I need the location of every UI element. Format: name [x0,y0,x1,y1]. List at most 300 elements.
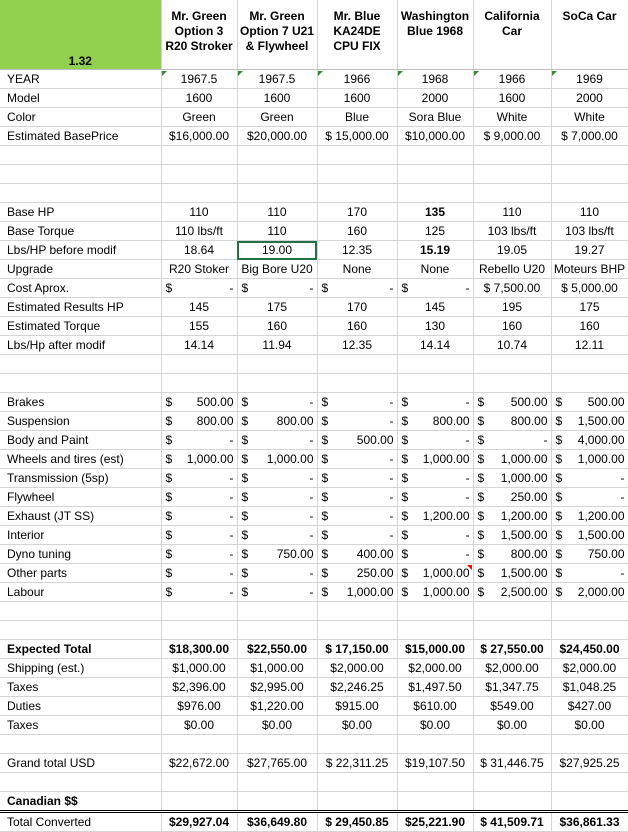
data-cell[interactable]: $0.00 [551,716,628,735]
data-cell[interactable] [551,545,628,564]
data-cell[interactable] [237,393,317,412]
data-cell[interactable]: $ 29,450.85 [317,812,397,832]
empty-cell[interactable] [473,184,551,203]
empty-cell[interactable] [551,146,628,165]
data-cell[interactable]: 155 [161,317,237,336]
data-cell[interactable] [237,279,317,298]
data-cell[interactable] [317,545,397,564]
data-cell[interactable] [161,545,237,564]
data-cell[interactable]: 175 [237,298,317,317]
empty-cell[interactable] [161,602,237,621]
empty-cell[interactable] [237,602,317,621]
data-cell[interactable] [551,412,628,431]
data-cell[interactable]: Rebello U20 [473,260,551,279]
data-cell[interactable] [397,431,473,450]
column-header[interactable]: Washington Blue 1968 [397,0,473,70]
data-cell[interactable] [317,431,397,450]
data-cell[interactable]: $ 15,000.00 [317,127,397,146]
data-cell[interactable]: 175 [551,298,628,317]
data-cell[interactable] [551,564,628,583]
empty-cell[interactable] [161,773,237,792]
data-cell[interactable] [317,488,397,507]
empty-cell[interactable] [0,165,161,184]
empty-cell[interactable] [397,355,473,374]
data-cell[interactable] [161,488,237,507]
empty-cell[interactable] [317,355,397,374]
data-cell[interactable]: None [317,260,397,279]
data-cell[interactable]: 12.11 [551,336,628,355]
data-cell[interactable]: $2,000.00 [397,659,473,678]
row-label[interactable]: Base Torque [0,222,161,241]
data-cell[interactable]: 160 [317,222,397,241]
data-cell[interactable]: $2,995.00 [237,678,317,697]
data-cell[interactable] [161,279,237,298]
data-cell[interactable]: 2000 [397,89,473,108]
data-cell[interactable]: $1,497.50 [397,678,473,697]
data-cell[interactable] [397,412,473,431]
empty-cell[interactable] [317,165,397,184]
data-cell[interactable] [317,450,397,469]
row-label[interactable]: Estimated BasePrice [0,127,161,146]
row-label[interactable]: Exhaust (JT SS) [0,507,161,526]
empty-cell[interactable] [551,355,628,374]
data-cell[interactable]: 12.35 [317,241,397,260]
data-cell[interactable]: 2000 [551,89,628,108]
empty-cell[interactable] [473,735,551,754]
data-cell[interactable]: $ 41,509.71 [473,812,551,832]
data-cell[interactable] [473,545,551,564]
data-cell[interactable]: $2,000.00 [473,659,551,678]
data-cell[interactable]: 160 [237,317,317,336]
empty-cell[interactable] [317,602,397,621]
row-label[interactable]: Model [0,89,161,108]
data-cell[interactable]: $ 5,000.00 [551,279,628,298]
empty-cell[interactable] [0,773,161,792]
row-label[interactable]: Taxes [0,678,161,697]
empty-cell[interactable] [473,602,551,621]
selected-cell[interactable]: 19.00 [237,241,317,260]
empty-cell[interactable] [551,621,628,640]
empty-cell[interactable] [551,184,628,203]
data-cell[interactable] [317,279,397,298]
data-cell[interactable]: $915.00 [317,697,397,716]
data-cell[interactable]: $ 7,500.00 [473,279,551,298]
row-label[interactable]: Duties [0,697,161,716]
comment-indicator-icon[interactable] [467,565,472,570]
data-cell[interactable]: $15,000.00 [397,640,473,659]
data-cell[interactable] [397,526,473,545]
row-label[interactable]: Grand total USD [0,754,161,773]
data-cell[interactable] [473,507,551,526]
empty-cell[interactable] [161,374,237,393]
data-cell[interactable]: $19,107.50 [397,754,473,773]
empty-cell[interactable] [473,792,551,812]
row-label[interactable]: Taxes [0,716,161,735]
data-cell[interactable]: 1600 [237,89,317,108]
column-header[interactable]: Mr. Green Option 7 U21 & Flywheel [237,0,317,70]
empty-cell[interactable] [317,792,397,812]
data-cell[interactable]: $36,861.33 [551,812,628,832]
empty-cell[interactable] [237,773,317,792]
row-label[interactable]: Interior [0,526,161,545]
row-label[interactable]: Upgrade [0,260,161,279]
data-cell[interactable] [161,431,237,450]
empty-cell[interactable] [397,146,473,165]
empty-cell[interactable] [397,792,473,812]
data-cell[interactable]: $1,347.75 [473,678,551,697]
data-cell[interactable]: 15.19 [397,241,473,260]
data-cell[interactable]: 14.14 [161,336,237,355]
data-cell[interactable]: 110 lbs/ft [161,222,237,241]
data-cell[interactable] [237,526,317,545]
data-cell[interactable] [237,469,317,488]
empty-cell[interactable] [0,355,161,374]
row-label[interactable]: Transmission (5sp) [0,469,161,488]
table-row [0,393,628,412]
data-cell[interactable] [473,450,551,469]
data-cell[interactable] [161,507,237,526]
data-cell[interactable]: 1968 [397,70,473,89]
row-label[interactable]: Estimated Torque [0,317,161,336]
data-cell[interactable] [317,412,397,431]
data-cell[interactable] [161,393,237,412]
data-cell[interactable] [473,393,551,412]
data-cell[interactable]: $ 31,446.75 [473,754,551,773]
data-cell[interactable] [317,469,397,488]
empty-cell[interactable] [161,146,237,165]
data-cell[interactable]: 1600 [473,89,551,108]
data-cell[interactable]: 135 [397,203,473,222]
data-cell[interactable]: 1967.5 [161,70,237,89]
empty-cell[interactable] [237,792,317,812]
data-cell[interactable]: $2,396.00 [161,678,237,697]
data-cell[interactable] [397,507,473,526]
data-cell[interactable]: $0.00 [397,716,473,735]
data-cell[interactable]: $20,000.00 [237,127,317,146]
data-cell[interactable]: None [397,260,473,279]
accounting-value [400,527,471,544]
data-cell[interactable]: $ 7,000.00 [551,127,628,146]
data-cell[interactable]: $1,000.00 [237,659,317,678]
row-label[interactable]: Shipping (est.) [0,659,161,678]
data-cell[interactable]: $2,246.25 [317,678,397,697]
empty-cell[interactable] [317,773,397,792]
data-cell[interactable] [551,431,628,450]
empty-cell[interactable] [317,374,397,393]
error-indicator-icon [238,71,243,76]
empty-cell[interactable] [397,374,473,393]
data-cell[interactable]: 103 lbs/ft [551,222,628,241]
data-cell[interactable] [237,488,317,507]
data-cell[interactable]: 170 [317,203,397,222]
column-header[interactable]: Mr. Green Option 3 R20 Stroker [161,0,237,70]
data-cell[interactable] [551,488,628,507]
row-label[interactable]: Suspension [0,412,161,431]
row-label[interactable]: Lbs/Hp after modif [0,336,161,355]
data-cell[interactable] [551,507,628,526]
row-label[interactable]: Labour [0,583,161,602]
column-header[interactable]: California Car [473,0,551,70]
empty-cell[interactable] [317,184,397,203]
data-cell[interactable]: 110 [551,203,628,222]
empty-cell[interactable] [317,735,397,754]
accounting-value [164,527,235,544]
data-cell[interactable]: Green [237,108,317,127]
table-row [0,583,628,602]
empty-cell[interactable] [317,621,397,640]
data-cell[interactable]: 1966 [317,70,397,89]
data-cell[interactable] [397,583,473,602]
data-cell[interactable] [551,526,628,545]
empty-cell[interactable] [551,735,628,754]
data-cell[interactable]: 1600 [317,89,397,108]
data-cell[interactable] [237,412,317,431]
empty-cell[interactable] [0,146,161,165]
empty-cell[interactable] [237,735,317,754]
empty-cell[interactable] [317,146,397,165]
data-cell[interactable]: 14.14 [397,336,473,355]
data-cell[interactable]: 12.35 [317,336,397,355]
data-cell[interactable]: White [551,108,628,127]
row-label[interactable]: Expected Total [0,640,161,659]
data-cell[interactable]: $427.00 [551,697,628,716]
data-cell[interactable] [161,526,237,545]
empty-cell[interactable] [161,621,237,640]
data-cell[interactable]: Blue [317,108,397,127]
amount: - [620,565,625,580]
data-cell[interactable] [473,564,551,583]
data-cell[interactable] [161,412,237,431]
row-label[interactable]: Lbs/HP before modif [0,241,161,260]
empty-cell[interactable] [0,621,161,640]
data-cell[interactable]: $18,300.00 [161,640,237,659]
row-label[interactable]: Body and Paint [0,431,161,450]
data-cell[interactable] [473,488,551,507]
empty-cell[interactable] [161,165,237,184]
data-cell[interactable] [161,583,237,602]
data-cell[interactable] [397,450,473,469]
data-cell[interactable]: Big Bore U20 [237,260,317,279]
data-cell[interactable] [397,279,473,298]
data-cell[interactable] [551,450,628,469]
empty-cell[interactable] [551,792,628,812]
data-cell[interactable]: $25,221.90 [397,812,473,832]
empty-cell[interactable] [397,735,473,754]
data-cell[interactable] [161,469,237,488]
data-cell[interactable]: $0.00 [161,716,237,735]
empty-cell[interactable] [551,602,628,621]
empty-cell[interactable] [551,374,628,393]
data-cell[interactable]: $16,000.00 [161,127,237,146]
empty-cell[interactable] [473,773,551,792]
data-cell[interactable] [551,583,628,602]
empty-cell[interactable] [551,165,628,184]
data-cell[interactable]: 130 [397,317,473,336]
data-cell[interactable]: 18.64 [161,241,237,260]
data-cell[interactable] [317,393,397,412]
empty-cell[interactable] [473,621,551,640]
column-header[interactable]: Mr. Blue KA24DE CPU FIX [317,0,397,70]
data-cell[interactable]: 1967.5 [237,70,317,89]
data-cell[interactable] [237,583,317,602]
empty-cell[interactable] [397,184,473,203]
data-cell[interactable]: $0.00 [317,716,397,735]
row-label[interactable]: Estimated Results HP [0,298,161,317]
data-cell[interactable]: 10.74 [473,336,551,355]
data-cell[interactable]: $549.00 [473,697,551,716]
empty-cell[interactable] [473,165,551,184]
data-cell[interactable] [551,469,628,488]
data-cell[interactable]: $ 9,000.00 [473,127,551,146]
data-cell[interactable]: Green [161,108,237,127]
data-cell[interactable]: $1,048.25 [551,678,628,697]
empty-cell[interactable] [397,165,473,184]
data-cell[interactable]: 160 [317,317,397,336]
currency-symbol: $ [555,394,563,409]
data-cell[interactable] [317,564,397,583]
empty-cell[interactable] [0,602,161,621]
empty-cell[interactable] [161,184,237,203]
data-cell[interactable]: $36,649.80 [237,812,317,832]
data-cell[interactable]: Moteurs BHP [551,260,628,279]
data-cell[interactable]: $29,927.04 [161,812,237,832]
empty-cell[interactable] [473,146,551,165]
data-cell[interactable]: 145 [397,298,473,317]
table-row [0,507,628,526]
data-cell[interactable]: $610.00 [397,697,473,716]
empty-cell[interactable] [397,602,473,621]
data-cell[interactable]: $22,672.00 [161,754,237,773]
data-cell[interactable] [237,450,317,469]
data-cell[interactable]: $1,220.00 [237,697,317,716]
data-cell[interactable]: 19.05 [473,241,551,260]
row-label[interactable]: Color [0,108,161,127]
data-cell[interactable] [397,469,473,488]
data-cell[interactable]: 1600 [161,89,237,108]
row-label[interactable]: Dyno tuning [0,545,161,564]
data-cell[interactable]: $27,765.00 [237,754,317,773]
data-cell[interactable]: 110 [237,203,317,222]
empty-cell[interactable] [161,735,237,754]
data-cell[interactable]: 145 [161,298,237,317]
data-cell[interactable]: 110 [473,203,551,222]
data-cell[interactable] [161,450,237,469]
data-cell[interactable] [473,412,551,431]
empty-cell[interactable] [237,355,317,374]
empty-cell[interactable] [0,184,161,203]
data-cell[interactable]: $24,450.00 [551,640,628,659]
data-cell[interactable] [237,564,317,583]
empty-cell[interactable] [237,621,317,640]
amount: 1,200.00 [422,508,470,523]
data-cell[interactable] [317,583,397,602]
data-cell[interactable]: 19.27 [551,241,628,260]
empty-cell[interactable] [0,735,161,754]
data-cell[interactable] [473,526,551,545]
empty-cell[interactable] [237,184,317,203]
data-cell[interactable]: White [473,108,551,127]
data-cell[interactable]: $22,550.00 [237,640,317,659]
version-cell[interactable]: 1.32 [0,0,161,70]
data-cell[interactable]: 195 [473,298,551,317]
data-cell[interactable]: 160 [551,317,628,336]
column-header[interactable]: SoCa Car [551,0,628,70]
data-cell[interactable] [397,393,473,412]
row-label[interactable]: Flywheel [0,488,161,507]
empty-cell[interactable] [161,792,237,812]
data-cell[interactable]: 11.94 [237,336,317,355]
empty-cell[interactable] [397,621,473,640]
data-cell[interactable] [397,545,473,564]
accounting-value [164,280,235,297]
accounting-value [240,546,315,563]
data-cell[interactable]: $976.00 [161,697,237,716]
empty-cell[interactable] [551,773,628,792]
data-cell[interactable]: $2,000.00 [317,659,397,678]
data-cell[interactable]: 1966 [473,70,551,89]
empty-cell[interactable] [161,355,237,374]
data-cell[interactable]: 103 lbs/ft [473,222,551,241]
row-label[interactable]: Total Converted [0,812,161,832]
data-cell[interactable] [317,526,397,545]
row-label[interactable]: YEAR [0,70,161,89]
amount: - [229,508,234,523]
empty-cell[interactable] [473,355,551,374]
data-cell[interactable]: $ 17,150.00 [317,640,397,659]
data-cell[interactable] [237,431,317,450]
data-cell[interactable]: 125 [397,222,473,241]
empty-cell[interactable] [473,374,551,393]
row-label[interactable]: Brakes [0,393,161,412]
row-label[interactable]: Other parts [0,564,161,583]
data-cell[interactable] [473,431,551,450]
empty-cell[interactable] [237,165,317,184]
data-cell[interactable] [237,507,317,526]
data-cell[interactable]: R20 Stoker [161,260,237,279]
data-cell[interactable]: 170 [317,298,397,317]
data-cell[interactable]: $ 22,311.25 [317,754,397,773]
row-label[interactable]: Wheels and tires (est) [0,450,161,469]
empty-cell[interactable] [0,374,161,393]
empty-cell[interactable] [237,374,317,393]
data-cell[interactable]: 110 [237,222,317,241]
data-cell[interactable] [161,564,237,583]
data-cell[interactable] [237,545,317,564]
data-cell[interactable]: 110 [161,203,237,222]
data-cell[interactable]: $ 27,550.00 [473,640,551,659]
data-cell[interactable] [317,507,397,526]
data-cell[interactable]: 1969 [551,70,628,89]
data-cell[interactable] [473,469,551,488]
data-cell[interactable]: $1,000.00 [161,659,237,678]
data-cell[interactable]: 160 [473,317,551,336]
data-cell[interactable] [551,393,628,412]
data-cell[interactable]: Sora Blue [397,108,473,127]
data-cell[interactable]: $10,000.00 [397,127,473,146]
data-cell[interactable]: $0.00 [237,716,317,735]
row-label[interactable]: Canadian $$ [0,792,161,812]
data-cell[interactable] [473,583,551,602]
row-label[interactable]: Cost Aprox. [0,279,161,298]
data-cell[interactable]: $2,000.00 [551,659,628,678]
data-cell[interactable]: $27,925.25 [551,754,628,773]
empty-cell[interactable] [237,146,317,165]
row-label[interactable]: Base HP [0,203,161,222]
data-cell[interactable]: $0.00 [473,716,551,735]
empty-cell[interactable] [397,773,473,792]
data-cell[interactable] [397,564,473,583]
data-cell[interactable] [397,488,473,507]
